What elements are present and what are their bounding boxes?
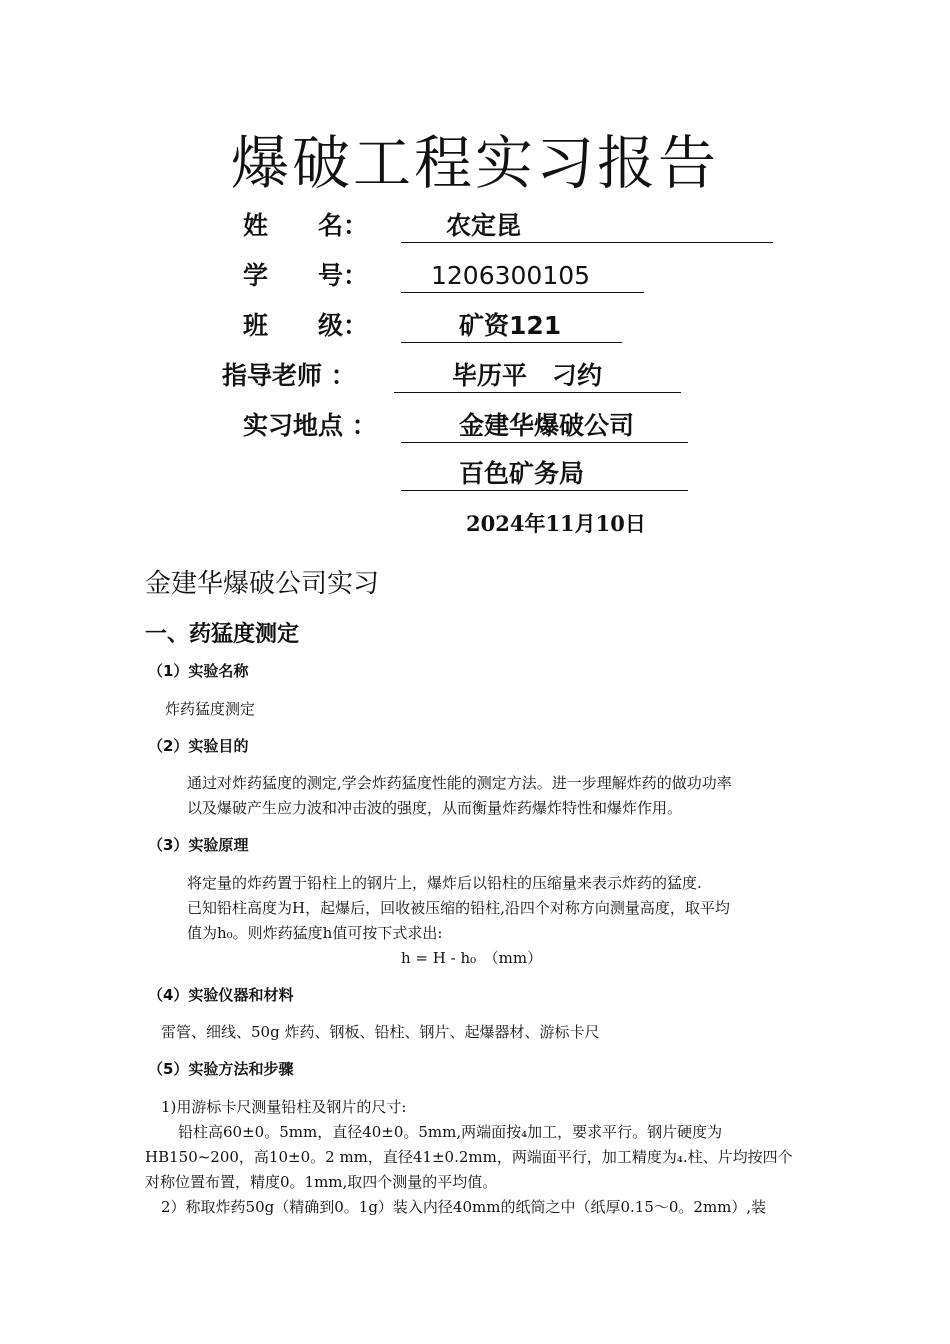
student-id-label: 学 号：	[243, 261, 369, 290]
class-label: 班 级：	[243, 311, 369, 340]
item-4-heading: （4）实验仪器和材料	[148, 986, 294, 1004]
section-heading: 一、药猛度测定	[145, 622, 300, 647]
report-date: 2024年11月10日	[466, 511, 646, 536]
item-4-line-1: 雷管、细线、50g 炸药、钢板、铅柱、钢片、起爆器材、游标卡尺	[161, 1023, 600, 1041]
item-3-line-1: 将定量的炸药置于铅柱上的钢片上，爆炸后以铅柱的压缩量来表示炸药的猛度.	[187, 874, 702, 892]
item-3-heading: （3）实验原理	[148, 836, 249, 854]
location-value-2: 百色矿务局	[459, 459, 585, 488]
item-2-line-1: 通过对炸药猛度的测定,学会炸药猛度性能的测定方法。进一步理解炸药的做功功率	[187, 774, 732, 792]
location-label: 实习地点 ：	[243, 411, 377, 440]
item-5-heading: （5）实验方法和步骤	[148, 1060, 294, 1078]
advisor-value: 毕历平 刁约	[452, 361, 603, 390]
class-value: 矿资121	[459, 311, 562, 340]
item-5-line-1: 1)用游标卡尺测量铅柱及钢片的尺寸:	[161, 1098, 407, 1116]
item-2-line-2: 以及爆破产生应力波和冲击波的强度，从而衡量炸药爆炸特性和爆炸作用。	[187, 799, 683, 817]
location-underline	[401, 410, 688, 443]
student-id-underline	[401, 260, 644, 293]
section-title: 金建华爆破公司实习	[145, 569, 380, 599]
name-value: 农定昆	[446, 211, 522, 240]
item-5-line-2: 铅柱高60±0。5mm，直径40±0。5mm,两端面按₄加工，要求平行。钢片硬度为	[178, 1123, 723, 1141]
location-value: 金建华爆破公司	[459, 411, 635, 440]
advisor-underline	[394, 360, 681, 393]
advisor-label: 指导老师 ：	[222, 361, 356, 390]
item-5-line-3: HB150~200，高10±0。2 mm，直径41±0.2mm，两端面平行，加工精度为₄.柱、片均按四个	[145, 1148, 793, 1166]
item-3-line-2: 已知铅柱高度为H，起爆后，回收被压缩的铅柱,沿四个对称方向测量高度，取平均	[187, 899, 730, 917]
item-5-line-4: 对称位置布置，精度0。1mm,取四个测量的平均值。	[145, 1173, 498, 1191]
item-1-heading: （1）实验名称	[148, 662, 249, 680]
class-underline	[401, 310, 622, 343]
report-title: 爆破工程实习报告	[230, 129, 719, 197]
name-underline	[401, 210, 773, 243]
name-label: 姓 名：	[243, 211, 369, 240]
item-1-line-1: 炸药猛度测定	[165, 700, 256, 718]
item-2-heading: （2）实验目的	[148, 737, 249, 755]
location-underline-2	[401, 458, 688, 491]
student-id-value: 1206300105	[431, 261, 591, 290]
item-3-line-3: 值为h₀。则炸药猛度h值可按下式求出:	[187, 924, 443, 942]
item-5-line-5: 2）称取炸药50g（精确到0。1g）装入内径40mm的纸筒之中（纸厚0.15～0。2mm）,装	[161, 1198, 767, 1216]
formula: h = H - h₀ （mm）	[401, 949, 543, 967]
